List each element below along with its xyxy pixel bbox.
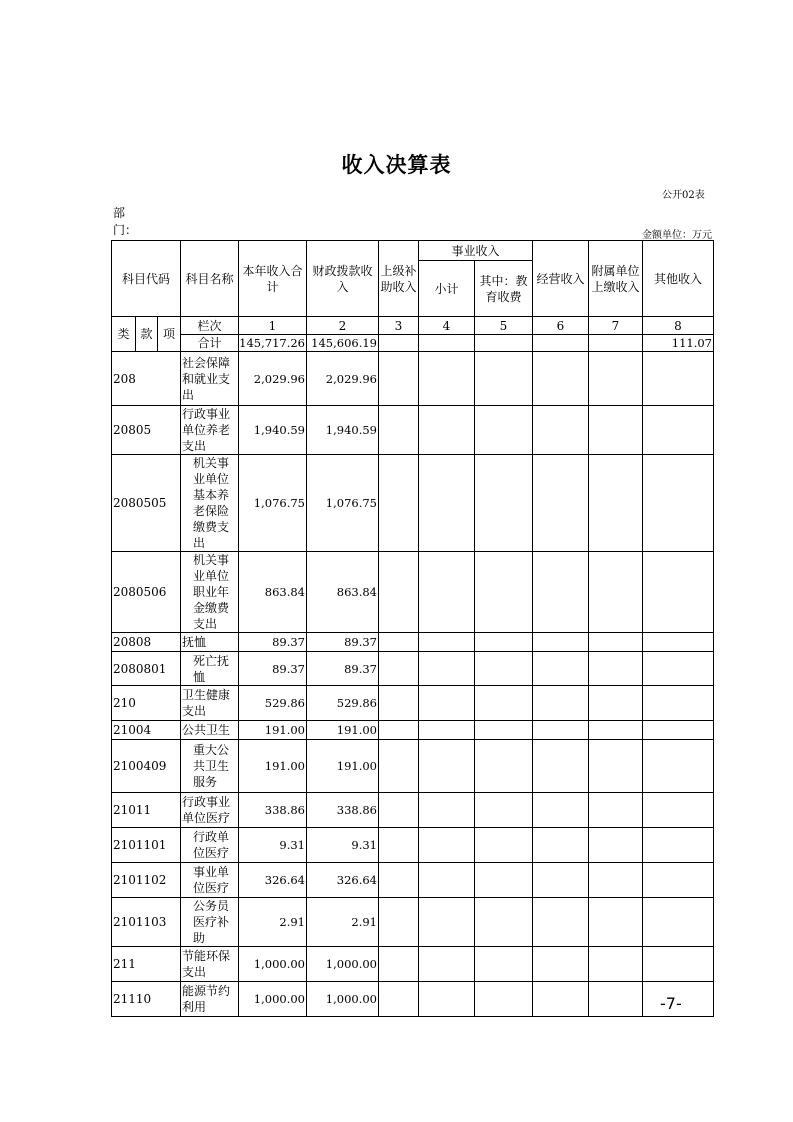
empty-cell bbox=[589, 652, 643, 686]
empty-cell bbox=[475, 947, 533, 982]
subject-name: 抚恤 bbox=[181, 633, 239, 652]
amount-total: 9.31 bbox=[239, 828, 307, 863]
empty-cell bbox=[475, 633, 533, 652]
empty-cell bbox=[533, 552, 589, 633]
empty-cell bbox=[475, 406, 533, 455]
empty-cell bbox=[419, 863, 475, 898]
amount-total: 2.91 bbox=[239, 898, 307, 947]
empty-cell bbox=[379, 455, 419, 552]
amount-fiscal: 9.31 bbox=[307, 828, 379, 863]
amount-total: 1,000.00 bbox=[239, 982, 307, 1017]
empty-cell bbox=[379, 406, 419, 455]
header-kuan: 款 bbox=[136, 317, 158, 352]
department-label: 部 bbox=[113, 206, 126, 220]
subject-name: 机关事业单位基本养老保险缴费支出 bbox=[181, 455, 239, 552]
table-row bbox=[112, 898, 714, 947]
table-row bbox=[112, 947, 714, 982]
empty-cell bbox=[379, 793, 419, 828]
subject-name: 公共卫生 bbox=[181, 721, 239, 740]
header-superior: 上级补助收入 bbox=[379, 241, 419, 317]
amount-fiscal: 2.91 bbox=[307, 898, 379, 947]
empty-cell bbox=[589, 721, 643, 740]
empty-cell bbox=[589, 406, 643, 455]
empty-cell bbox=[419, 633, 475, 652]
empty-cell bbox=[643, 652, 714, 686]
subject-name: 行政事业单位养老支出 bbox=[181, 406, 239, 455]
amount-fiscal: 1,000.00 bbox=[307, 947, 379, 982]
empty-cell bbox=[643, 863, 714, 898]
total-row-label: 合计 bbox=[181, 335, 239, 352]
header-lanci: 栏次 bbox=[181, 317, 239, 335]
table-row bbox=[112, 552, 714, 633]
col-num: 5 bbox=[475, 317, 533, 335]
subject-code: 21004 bbox=[112, 721, 181, 740]
amount-fiscal: 326.64 bbox=[307, 863, 379, 898]
amount-fiscal: 191.00 bbox=[307, 740, 379, 793]
subject-name: 卫生健康支出 bbox=[181, 686, 239, 721]
table-row bbox=[112, 686, 714, 721]
empty-cell bbox=[475, 982, 533, 1017]
empty-cell bbox=[589, 947, 643, 982]
empty-cell bbox=[533, 455, 589, 552]
empty-cell bbox=[533, 721, 589, 740]
empty-cell bbox=[533, 898, 589, 947]
subject-code: 210 bbox=[112, 686, 181, 721]
empty-cell bbox=[643, 552, 714, 633]
empty-cell bbox=[419, 898, 475, 947]
header-subtotal: 小计 bbox=[419, 261, 475, 317]
empty-cell bbox=[419, 652, 475, 686]
table-row bbox=[112, 828, 714, 863]
empty-cell bbox=[533, 652, 589, 686]
subject-code: 2080801 bbox=[112, 652, 181, 686]
department-label-colon: 门： bbox=[113, 223, 138, 237]
total-row-total: 145,717.26 bbox=[239, 336, 305, 350]
empty-cell bbox=[379, 982, 419, 1017]
subject-code: 2101101 bbox=[112, 828, 181, 863]
amount-fiscal: 191.00 bbox=[307, 721, 379, 740]
empty-cell bbox=[419, 740, 475, 793]
empty-cell bbox=[475, 863, 533, 898]
empty-cell bbox=[643, 828, 714, 863]
income-table bbox=[111, 240, 714, 1017]
empty-cell bbox=[533, 863, 589, 898]
empty-cell bbox=[475, 455, 533, 552]
empty-cell bbox=[419, 455, 475, 552]
amount-total: 89.37 bbox=[239, 633, 307, 652]
header-lei: 类 bbox=[112, 317, 136, 352]
empty-cell bbox=[589, 686, 643, 721]
empty-cell bbox=[533, 793, 589, 828]
empty-cell bbox=[419, 686, 475, 721]
subject-name: 死亡抚恤 bbox=[181, 652, 239, 686]
empty-cell bbox=[643, 352, 714, 406]
empty-cell bbox=[475, 898, 533, 947]
empty-cell bbox=[533, 828, 589, 863]
empty-cell bbox=[533, 982, 589, 1017]
header-other: 其他收入 bbox=[643, 241, 714, 317]
amount-fiscal: 1,076.75 bbox=[307, 455, 379, 552]
col-num: 2 bbox=[307, 317, 379, 335]
header-affiliated: 附属单位上缴收入 bbox=[589, 241, 643, 317]
empty-cell bbox=[643, 793, 714, 828]
empty-cell bbox=[475, 552, 533, 633]
empty-cell bbox=[419, 552, 475, 633]
subject-name: 能源节约利用 bbox=[181, 982, 239, 1017]
col-num: 3 bbox=[379, 317, 419, 335]
empty-cell bbox=[419, 793, 475, 828]
subject-code: 2100409 bbox=[112, 740, 181, 793]
empty-cell bbox=[533, 947, 589, 982]
empty-cell bbox=[589, 740, 643, 793]
empty-cell bbox=[419, 982, 475, 1017]
empty-cell bbox=[419, 947, 475, 982]
header-business: 经营收入 bbox=[533, 241, 589, 317]
empty-cell bbox=[643, 721, 714, 740]
subject-name: 行政单位医疗 bbox=[181, 828, 239, 863]
empty-cell bbox=[419, 335, 475, 352]
empty-cell bbox=[379, 352, 419, 406]
col-num: 7 bbox=[589, 317, 643, 335]
table-row bbox=[112, 455, 714, 552]
empty-cell bbox=[475, 335, 533, 352]
empty-cell bbox=[643, 633, 714, 652]
empty-cell bbox=[643, 455, 714, 552]
empty-cell bbox=[379, 633, 419, 652]
empty-cell bbox=[533, 686, 589, 721]
amount-fiscal: 529.86 bbox=[307, 686, 379, 721]
amount-total: 338.86 bbox=[239, 793, 307, 828]
empty-cell bbox=[589, 863, 643, 898]
header-shiye: 事业收入 bbox=[419, 241, 533, 261]
col-num: 1 bbox=[239, 317, 307, 335]
subject-code: 21110 bbox=[112, 982, 181, 1017]
empty-cell bbox=[419, 406, 475, 455]
empty-cell bbox=[589, 898, 643, 947]
empty-cell bbox=[475, 721, 533, 740]
empty-cell bbox=[379, 947, 419, 982]
total-row-other: 111.07 bbox=[643, 335, 714, 352]
empty-cell bbox=[589, 352, 643, 406]
header-total: 本年收入合计 bbox=[239, 241, 307, 317]
amount-total: 1,000.00 bbox=[239, 947, 307, 982]
unit-label: 金额单位：万元 bbox=[642, 230, 712, 241]
subject-code: 2080505 bbox=[112, 455, 181, 552]
empty-cell bbox=[475, 652, 533, 686]
empty-cell bbox=[379, 863, 419, 898]
col-num: 6 bbox=[533, 317, 589, 335]
empty-cell bbox=[475, 793, 533, 828]
subject-name: 节能环保支出 bbox=[181, 947, 239, 982]
empty-cell bbox=[379, 740, 419, 793]
empty-cell bbox=[419, 352, 475, 406]
amount-total: 191.00 bbox=[239, 740, 307, 793]
empty-cell bbox=[643, 898, 714, 947]
empty-cell bbox=[419, 828, 475, 863]
table-row bbox=[112, 721, 714, 740]
amount-total: 191.00 bbox=[239, 721, 307, 740]
empty-cell bbox=[589, 335, 643, 352]
table-row bbox=[112, 982, 714, 1017]
empty-cell bbox=[475, 352, 533, 406]
table-row bbox=[112, 406, 714, 455]
amount-total: 529.86 bbox=[239, 686, 307, 721]
empty-cell bbox=[589, 982, 643, 1017]
subject-code: 208 bbox=[112, 352, 181, 406]
total-row-fiscal: 145,606.19 bbox=[307, 335, 379, 352]
header-name: 科目名称 bbox=[181, 241, 239, 317]
empty-cell bbox=[533, 335, 589, 352]
amount-fiscal: 89.37 bbox=[307, 652, 379, 686]
subject-code: 21011 bbox=[112, 793, 181, 828]
header-xiang: 项 bbox=[158, 317, 181, 352]
subject-name: 公务员医疗补助 bbox=[181, 898, 239, 947]
empty-cell bbox=[533, 740, 589, 793]
empty-cell bbox=[379, 828, 419, 863]
table-code: 公开02表 bbox=[662, 190, 705, 201]
header-code: 科目代码 bbox=[112, 241, 181, 317]
subject-name: 重大公共卫生服务 bbox=[181, 740, 239, 793]
header-fiscal: 财政拨款收入 bbox=[307, 241, 379, 317]
empty-cell bbox=[379, 552, 419, 633]
subject-code: 20808 bbox=[112, 633, 181, 652]
subject-code: 20805 bbox=[112, 406, 181, 455]
amount-fiscal: 1,000.00 bbox=[307, 982, 379, 1017]
table-row bbox=[112, 793, 714, 828]
empty-cell bbox=[589, 793, 643, 828]
empty-cell bbox=[589, 455, 643, 552]
amount-fiscal: 863.84 bbox=[307, 552, 379, 633]
empty-cell bbox=[475, 740, 533, 793]
amount-total: 863.84 bbox=[239, 552, 307, 633]
empty-cell bbox=[643, 740, 714, 793]
page-title: 收入决算表 bbox=[341, 153, 452, 177]
empty-cell bbox=[589, 552, 643, 633]
empty-cell bbox=[589, 633, 643, 652]
table-row bbox=[112, 352, 714, 406]
subject-name: 行政事业单位医疗 bbox=[181, 793, 239, 828]
empty-cell bbox=[379, 898, 419, 947]
empty-cell bbox=[643, 686, 714, 721]
subject-name: 社会保障和就业支出 bbox=[181, 352, 239, 406]
subject-code: 211 bbox=[112, 947, 181, 982]
amount-fiscal: 89.37 bbox=[307, 633, 379, 652]
empty-cell bbox=[475, 686, 533, 721]
col-num: 4 bbox=[419, 317, 475, 335]
empty-cell bbox=[379, 335, 419, 352]
amount-total: 89.37 bbox=[239, 652, 307, 686]
subject-code: 2101102 bbox=[112, 863, 181, 898]
table-row bbox=[112, 863, 714, 898]
amount-total: 1,076.75 bbox=[239, 455, 307, 552]
amount-total: 1,940.59 bbox=[239, 406, 307, 455]
amount-total: 2,029.96 bbox=[239, 352, 307, 406]
page-number: -7- bbox=[660, 994, 682, 1013]
empty-cell bbox=[589, 828, 643, 863]
amount-fiscal: 1,940.59 bbox=[307, 406, 379, 455]
table-row bbox=[112, 633, 714, 652]
header-education: 其中：教育收费 bbox=[475, 261, 533, 317]
empty-cell bbox=[379, 721, 419, 740]
amount-total: 326.64 bbox=[239, 863, 307, 898]
empty-cell bbox=[643, 406, 714, 455]
empty-cell bbox=[533, 406, 589, 455]
empty-cell bbox=[379, 652, 419, 686]
empty-cell bbox=[533, 633, 589, 652]
empty-cell bbox=[379, 686, 419, 721]
empty-cell bbox=[419, 721, 475, 740]
col-num: 8 bbox=[643, 317, 714, 335]
table-row bbox=[112, 740, 714, 793]
subject-code: 2101103 bbox=[112, 898, 181, 947]
amount-fiscal: 2,029.96 bbox=[307, 352, 379, 406]
subject-name: 机关事业单位职业年金缴费支出 bbox=[181, 552, 239, 633]
amount-fiscal: 338.86 bbox=[307, 793, 379, 828]
empty-cell bbox=[533, 352, 589, 406]
subject-name: 事业单位医疗 bbox=[181, 863, 239, 898]
empty-cell bbox=[475, 828, 533, 863]
subject-code: 2080506 bbox=[112, 552, 181, 633]
table-row bbox=[112, 652, 714, 686]
empty-cell bbox=[643, 947, 714, 982]
